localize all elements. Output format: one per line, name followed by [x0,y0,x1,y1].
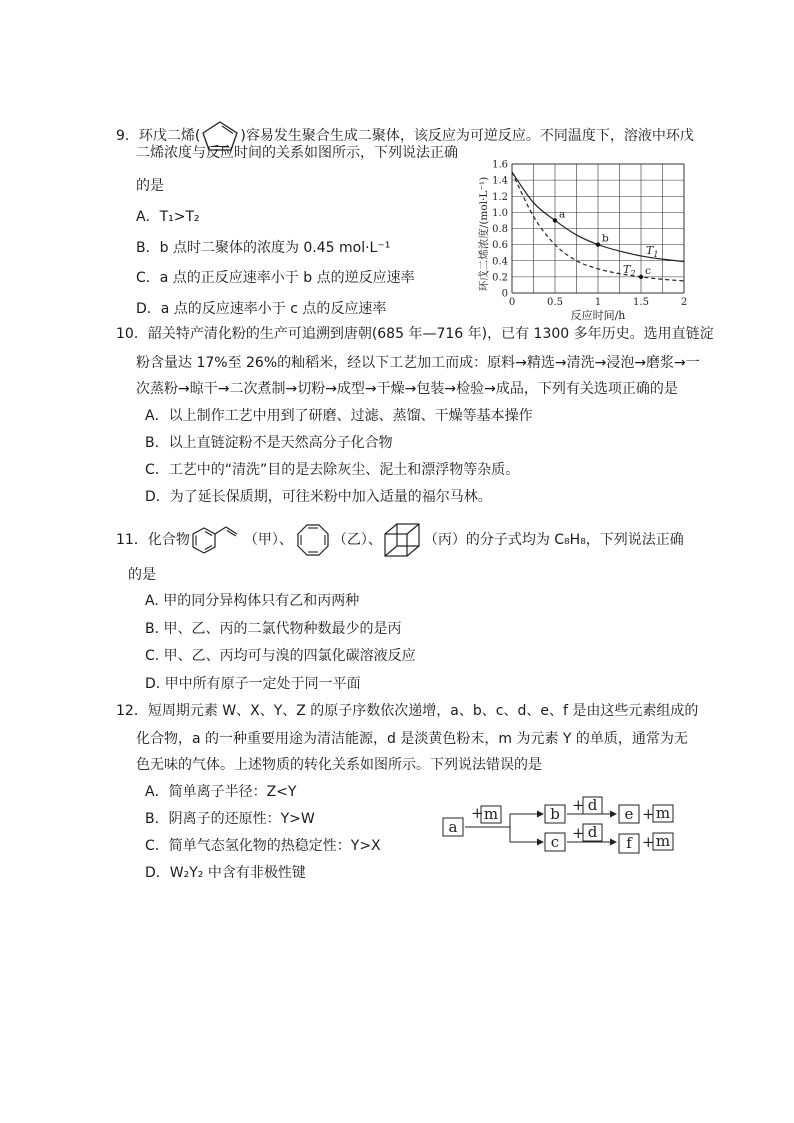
q12-option-a: A．简单离子半径：Z<Y [145,784,297,800]
svg-text:m: m [655,804,671,822]
q10-option-a: A．以上制作工艺中用到了研磨、过滤、蒸馏、干燥等基本操作 [145,408,533,424]
svg-text:+: + [642,833,655,851]
q10-stem-line2: 粉含量达 17%至 26%的籼稻米，经以下工艺加工而成：原料→精选→清洗→浸泡→磨浆→一 [136,355,700,371]
svg-text:+: + [642,805,655,823]
y-tick-label: 0.2 [492,272,508,284]
q12-option-d: D．W₂Y₂ 中含有非极性键 [145,865,306,881]
svg-text:+: + [572,824,585,842]
q11-stem-line1: 11．化合物 （甲）、 （乙）、 （丙）的分子式均为 C₈H₈，下列说法正确 [116,520,684,560]
q12-option-b: B．阴离子的还原性：Y>W [145,811,315,827]
x-tick-label: 0 [508,297,516,308]
q9-option-d: D．a 点的反应速率小于 c 点的反应速率 [136,301,387,317]
y-tick-label: 1.6 [492,159,508,171]
point-label-b: b [602,232,609,245]
q12-option-c: C．简单气态氢化物的热稳定性：Y>X [145,838,381,854]
chart-y-label: 环戊二烯浓度/(mol·L⁻¹) [478,176,490,292]
x-tick-label: 0.5 [547,297,563,308]
q9-stem-line3: 的是 [136,178,164,194]
svg-text:m: m [655,832,671,850]
series-label-t1: $T_1$ [646,244,659,259]
x-tick-label: 1 [594,297,602,308]
q11-option-c: C. 甲、乙、丙均可与溴的四氯化碳溶液反应 [145,648,416,664]
point-c [639,275,643,279]
x-tick-label: 2 [680,297,688,308]
y-tick-label: 0.6 [492,240,508,252]
point-label-a: a [559,208,566,221]
q10-option-b: B．以上直链淀粉不是天然高分子化合物 [145,435,393,451]
q11-option-a: A. 甲的同分异构体只有乙和丙两种 [145,593,360,609]
y-tick-label: 1.2 [492,191,508,203]
svg-text:+: + [572,796,585,814]
cyclooctatetraene-structure [293,522,333,558]
svg-text:f: f [626,834,632,852]
y-tick-label: 0.4 [492,256,508,268]
q12-stem-line3: 色无味的气体。上述物质的转化关系如图所示。下列说法错误的是 [136,757,542,773]
styrene-structure [190,522,244,558]
chart-x-label: 反应时间/h [570,309,626,322]
svg-text:d: d [587,823,598,841]
series-label-t2: $T_2$ [623,263,636,278]
chart-points [553,208,651,279]
q9-stem-line2: 二烯浓度与反应时间的关系如图所示，下列说法正确 [136,145,458,161]
transformation-diagram [438,796,684,860]
svg-text:c: c [550,833,560,851]
svg-text:e: e [624,805,634,823]
y-tick-label: 0.8 [492,224,508,235]
y-tick-label: 0 [501,288,508,300]
q9-option-b: B．b 点时二聚体的浓度为 0.45 mol·L⁻¹ [136,240,391,256]
chart-grid [512,164,684,293]
q9-option-a: A．T₁>T₂ [136,209,200,225]
q11-option-d: D. 甲中所有原子一定处于同一平面 [145,676,361,692]
q9-option-c: C．a 点的正反应速率小于 b 点的逆反应速率 [136,270,415,286]
concentration-time-chart [470,156,695,322]
q10-stem-line3: 次蒸粉→晾干→二次煮制→切粉→成型→干燥→包装→检验→成品，下列有关选项正确的是 [136,381,678,397]
cubane-structure [382,521,424,559]
q10-option-c: C．工艺中的“清洗”目的是去除灰尘、泥土和漂浮物等杂质。 [145,462,520,478]
q11-stem-line2: 的是 [128,567,156,583]
svg-text:b: b [550,805,560,823]
x-tick-label: 1.5 [633,297,649,308]
y-tick-label: 1.0 [492,207,508,219]
y-tick-label: 1.4 [492,175,508,187]
point-label-c: c [645,264,651,277]
svg-text:a: a [448,818,458,836]
q11-option-b: B. 甲、乙、丙的二氯代物种数最少的是丙 [145,621,402,637]
q12-stem-line1: 12．短周期元素 W、X、Y、Z 的原子序数依次递增，a、b、c、d、e、f 是由这些元素组成的 [116,703,699,719]
svg-text:+: + [471,804,484,822]
chart-ticks [492,160,687,309]
q10-option-d: D．为了延长保质期，可往米粉中加入适量的福尔马林。 [145,489,492,505]
point-b [596,242,600,246]
svg-text:m: m [483,805,499,823]
q9-stem-line1: 9．环戊二烯( )容易发生聚合生成二聚体，该反应为可逆反应。不同温度下，溶液中环戊 [116,119,694,153]
q10-stem-line1: 10．韶关特产清化粉的生产可追溯到唐朝(685 年—716 年)，已有 1300 多年历史。选用直链淀 [116,326,714,342]
point-a [553,218,557,222]
svg-text:d: d [587,796,598,814]
q12-stem-line2: 化合物，a 的一种重要用途为清洁能源，d 是淡黄色粉末，m 为元素 Y 的单质，通常为无 [136,731,688,747]
